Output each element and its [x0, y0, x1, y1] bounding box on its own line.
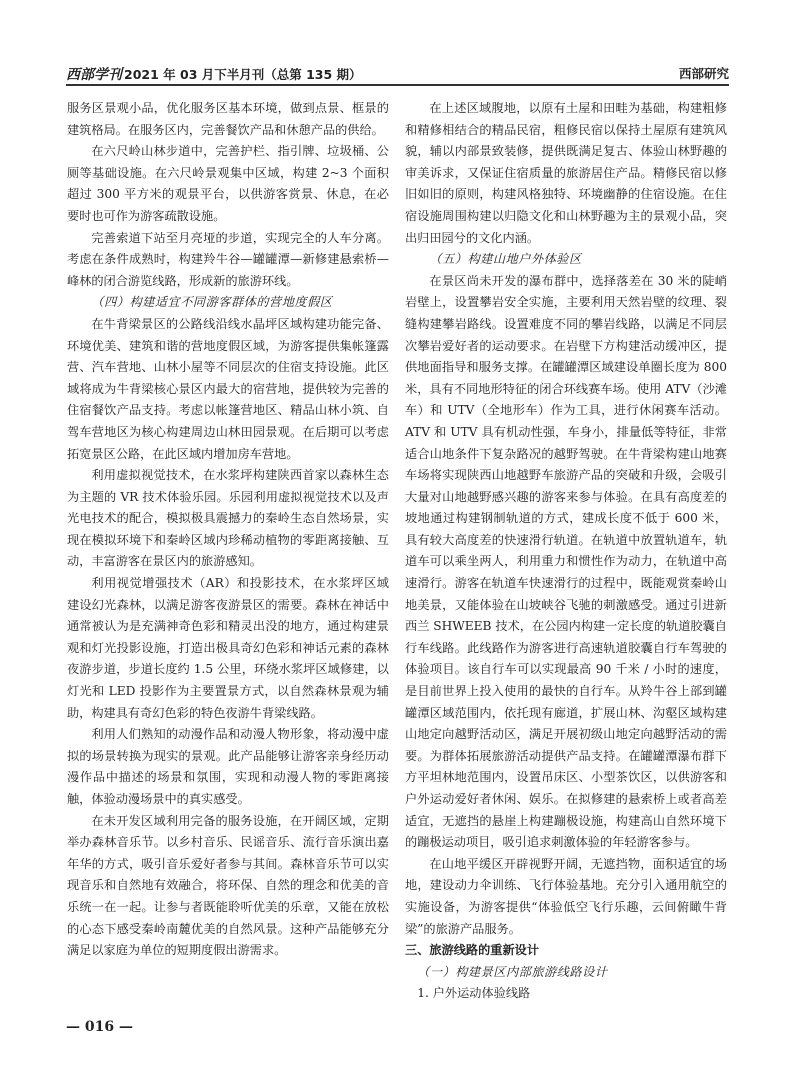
page-number: — 016 — — [66, 1019, 133, 1035]
paragraph: 在六尺岭山林步道中，完善护栏、指引牌、垃圾桶、公厕等基础设施。在六尺岭景观集中区域，构建 2~3 个面积超过 300 平方米的观景平台，以供游客赏景、休息，在必要时也可作为游客疏散设施。 — [67, 144, 389, 223]
paragraph: 在牛背梁景区的公路线沿线水晶坪区域构建功能完备、环境优美、建筑和谐的营地度假区域，为游客提供集帐篷露营、汽车营地、山林小屋等不同层次的住宿支持设施。此区域将成为牛背梁核心景区内最大的宿营地，提供较为完善的住宿餐饮产品支持。考虑以帐篷营地区、精品山林小筑、自驾车营地区为核心构建周边山林田园景观。在后期可以考虑拓宽景区公路，在此区域内增加房车营地。 — [67, 316, 389, 461]
left-column — [67, 98, 389, 962]
paragraph: 在未开发区域利用完备的服务设施，在开阔区域，定期举办森林音乐节。以乡村音乐、民谣音乐、流行音乐演出嘉年华的方式，吸引音乐爱好者参与其间。森林音乐节可以实现音乐和自然地有效融合，将环保、自然的理念和优美的音乐统一在一起。让参与者既能聆听优美的乐章，又能在放松的心态下感受秦岭南麓优美的自然风景。这种产品能够充分满足以家庭为单位的短期度假出游需求。 — [67, 813, 389, 958]
paragraph: 利用视觉增强技术（AR）和投影技术，在水浆坪区域建设幻光森林，以满足游客夜游景区的需要。森林在神话中通常被认为是充满神奇色彩和精灵出没的地方，通过构建景观和灯光投影设施，打造出极具奇幻色彩和神话元素的森林夜游步道，步道长度约 1.5 公里，环绕水浆坪区域修建，以灯光和 LED 投影作为主要置景方式，以自然森林景观为辅助，构建具有奇幻色彩的特色夜游牛背梁线路。 — [67, 576, 389, 720]
header-rule — [66, 84, 729, 86]
journal-logo: 西部学刊 — [66, 67, 122, 83]
paragraph: 在上述区域腹地，以原有土屋和田畦为基础，构建粗修和精修相结合的精品民宿，粗修民宿以保持土屋原有建筑风貌，辅以内部景致装修，提供既满足复古、体验山林野趣的审美诉求，又保证住宿质量的旅游居住产品。精修民宿以修旧如旧的原则，构建风格独特、环境幽静的住宿设施。在住宿设施周围构建以归隐文化和山林野趣为主的景观小品，突出归田园兮的文化内涵。 — [405, 101, 727, 245]
subsection-heading: （五）构建山地户外体验区 — [429, 252, 582, 267]
issue-info: 2021 年 03 月下半月刊（总第 135 期） — [124, 67, 362, 82]
paragraph: 完善索道下站至月亮垭的步道，实现完全的人车分离。考虑在条件成熟时，构建羚牛谷—罐罐潭—新修建悬索桥—峰林的闭合游览线路，形成新的旅游环线。 — [67, 230, 389, 288]
right-column — [405, 98, 727, 1005]
section-heading: 三、旅游线路的重新设计 — [405, 943, 540, 958]
section-name: 西部研究 — [678, 66, 729, 81]
paragraph: 利用虚拟视觉技术，在水浆坪构建陕西首家以森林生态为主题的 VR 技术体验乐园。乐园利用虚拟视觉技术以及声光电技术的配合，模拟极具震撼力的秦岭生态自然场景，实现在模拟环境下和秦岭区域内珍稀动植物的零距离接触、互动，丰富游客在景区内的旅游感知。 — [67, 468, 389, 569]
subsection-heading: （四）构建适宜不同游客群体的营地度假区 — [91, 295, 333, 310]
subsection-heading: （一）构建景区内部旅游线路设计 — [417, 964, 608, 979]
paragraph: 在山地平缓区开辟视野开阔，无遮挡物，面积适宜的场地，建设动力伞训练、飞行体验基地。充分引入通用航空的实施设备，为游客提供“体验低空飞行乐趣，云间俯瞰牛背梁”的旅游产品服务。 — [405, 856, 727, 936]
running-header — [66, 62, 729, 84]
paragraph-continued: 服务区景观小品，优化服务区基本环境，做到点景、框景的建筑格局。在服务区内，完善餐饮产品和休憩产品的供给。 — [67, 101, 389, 137]
paragraph: 利用人们熟知的动漫作品和动漫人物形象，将动漫中虚拟的场景转换为现实的景观。此产品能够让游客亲身经历动漫作品中描述的场景和氛围，实现和动漫人物的零距离接触，体验动漫场景中的真实感受。 — [67, 727, 389, 806]
journal-issue-line — [66, 64, 362, 84]
paragraph: 在景区尚未开发的瀑布群中，选择落差在 30 米的陡峭岩壁上，设置攀岩安全实施，主要利用天然岩壁的纹理、裂缝构建攀岩路线。设置难度不同的攀岩线路，以满足不同层次攀岩爱好者的运动要求。在岩壁下方构建活动缓冲区，提供地面指导和服务支撑。在罐罐潭区域建设单圈长度为 800 米，具有不同地形特征的闭合环线赛车场。使用 ATV（沙滩车）和 UTV（全地形车）作为工具，进行休闲赛车活动。ATV 和 UTV 具有机动性强，车身小，排量低等特征，非常适合山地条件下复杂路况的越野驾驶。在牛背梁构建山地赛车场将实现陕西山地越野车旅游产品的突破和升级，会吸引大量对山地越野感兴趣的游客来参与体验。在具有高度差的坡地通过构建钢制轨道的方式，建成长度不低于 600 米，具有较大高度差的快速滑行轨道。在轨道中放置轨道车，轨道车可以乘坐两人，利用重力和惯性作为动力，在轨道中高速滑行。游客在轨道车快速滑行的过程中，既能观赏秦岭山地美景，又能体验在山坡峡谷飞驰的刺激感受。通过引进新西兰 SHWEEB 技术，在公园内构建一定长度的轨道胶囊自行车线路。此线路作为游客进行高速轨道胶囊自行车驾驶的体验项目。该自行车可以实现最高 90 千米 / 小时的速度，是目前世界上投入使用的最快的自行车。从羚牛谷上部到罐罐潭区域范围内，依托现有廊道，扩展山林、沟壑区域构建山地定向越野活动区，满足开展初级山地定向越野活动的需要。为群体拓展旅游活动提供产品支持。在罐罐潭瀑布群下方平坦林地范围内，设置吊床区、小型茶饮区，以供游客和户外运动爱好者休闲、娱乐。在拟修建的悬索桥上或者高差适宜，无遮挡的悬崖上构建蹦极设施，构建高山自然环境下的蹦极运动项目，吸引追求刺激体验的年轻游客参与。 — [405, 273, 727, 850]
list-item: 1. 户外运动体验线路 — [417, 986, 531, 1001]
